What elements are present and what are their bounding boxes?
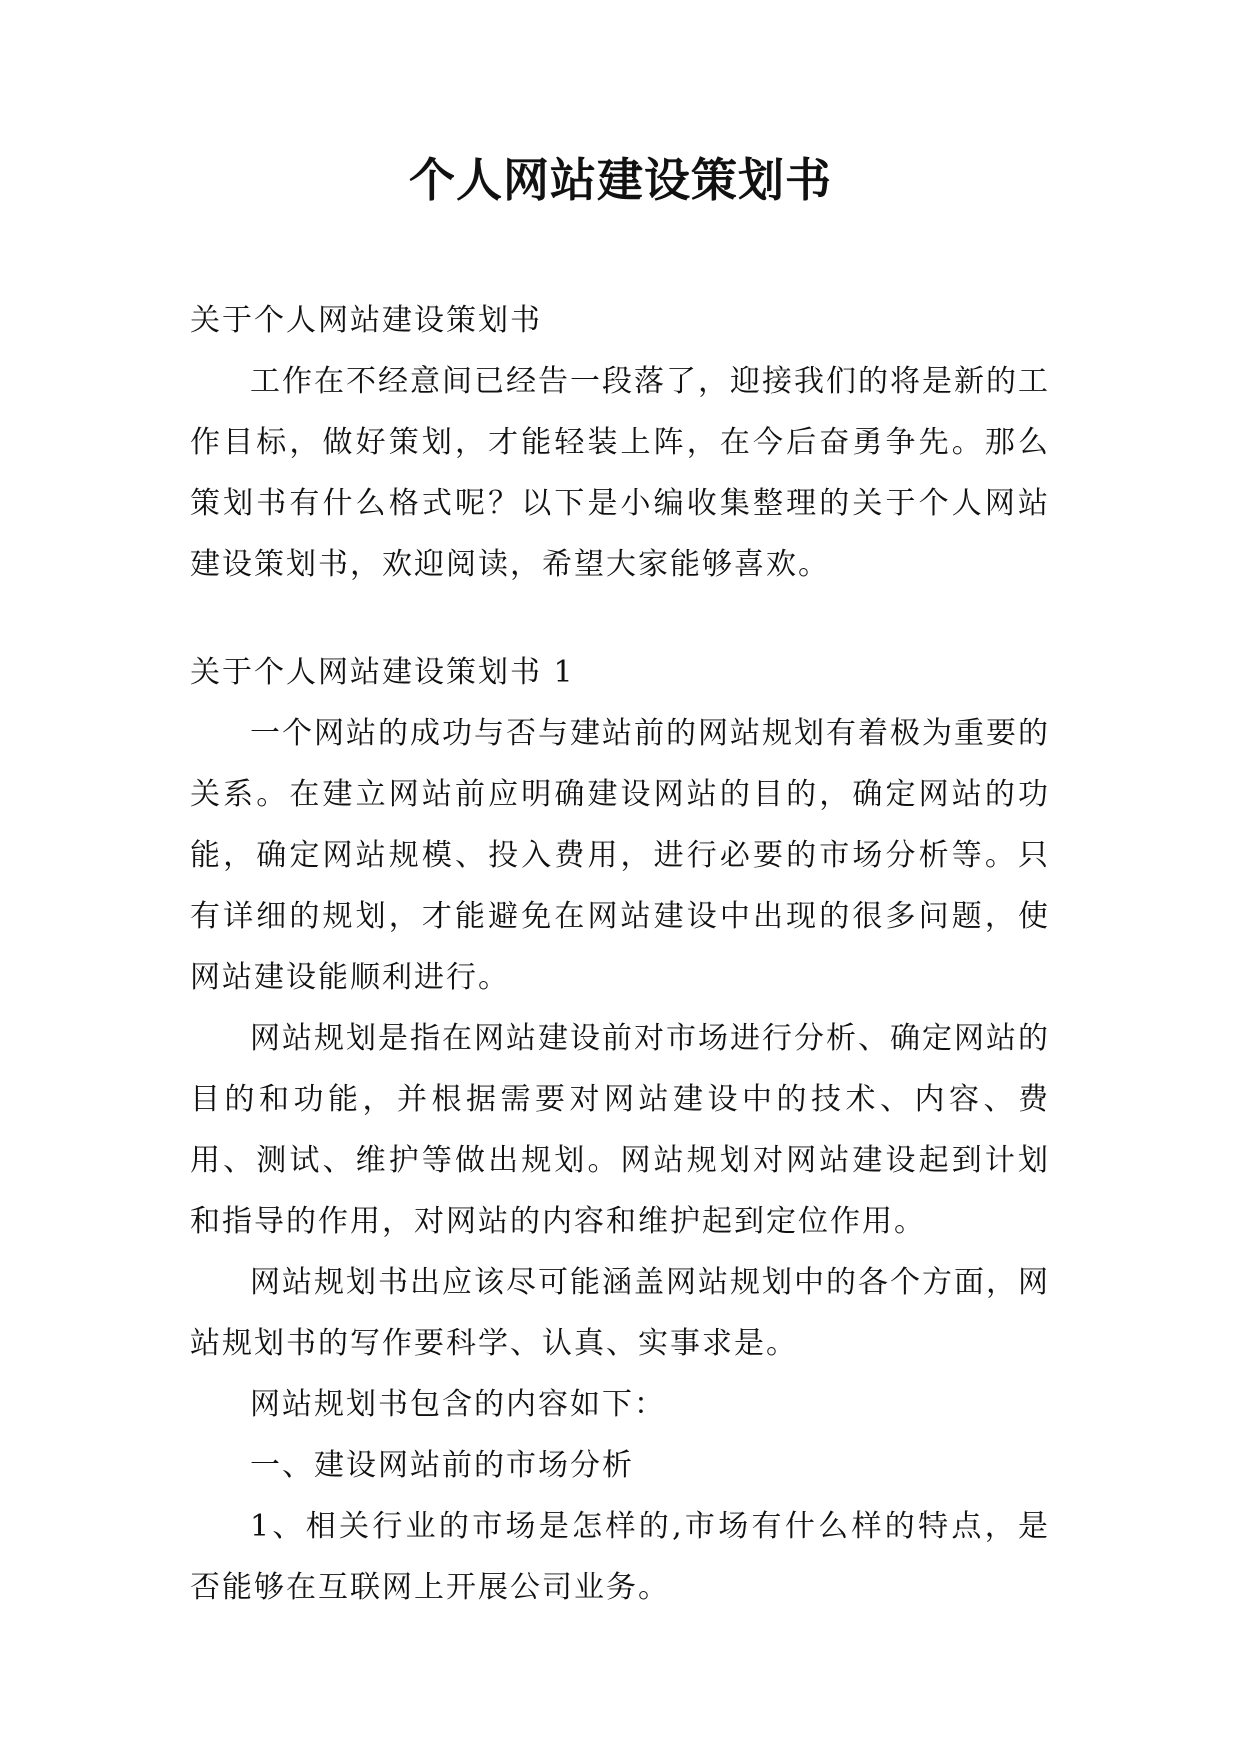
intro-paragraph: 工作在不经意间已经告一段落了，迎接我们的将是新的工作目标，做好策划，才能轻装上阵，在今后奋勇争先。那么策划书有什么格式呢？以下是小编收集整理的关于个人网站建设策划书，欢迎阅读，希望大家能够喜欢。 <box>190 364 1050 582</box>
body-paragraph: 网站规划书包含的内容如下： <box>250 1387 666 1422</box>
document-title: 个人网站建设策划书 <box>409 153 832 207</box>
body-paragraph: 网站规划是指在网站建设前对市场进行分析、确定网站的目的和功能，并根据需要对网站建设中的技术、内容、费用、测试、维护等做出规划。网站规划对网站建设起到计划和指导的作用，对网站的内容和维护起到定位作用。 <box>190 1021 1050 1239</box>
intro-heading: 关于个人网站建设策划书 <box>190 303 542 338</box>
document-body <box>190 290 1050 1618</box>
section-heading: 关于个人网站建设策划书 1 <box>190 655 575 690</box>
body-paragraph: 网站规划书出应该尽可能涵盖网站规划中的各个方面，网站规划书的写作要科学、认真、实事求是。 <box>190 1265 1050 1361</box>
body-paragraph: 1、相关行业的市场是怎样的,市场有什么样的特点，是否能够在互联网上开展公司业务。 <box>190 1509 1050 1605</box>
body-paragraph: 一个网站的成功与否与建站前的网站规划有着极为重要的关系。在建立网站前应明确建设网站的目的，确定网站的功能，确定网站规模、投入费用，进行必要的市场分析等。只有详细的规划，才能避免在网站建设中出现的很多问题，使网站建设能顺利进行。 <box>190 716 1050 995</box>
subsection-heading: 一、建设网站前的市场分析 <box>250 1448 634 1483</box>
